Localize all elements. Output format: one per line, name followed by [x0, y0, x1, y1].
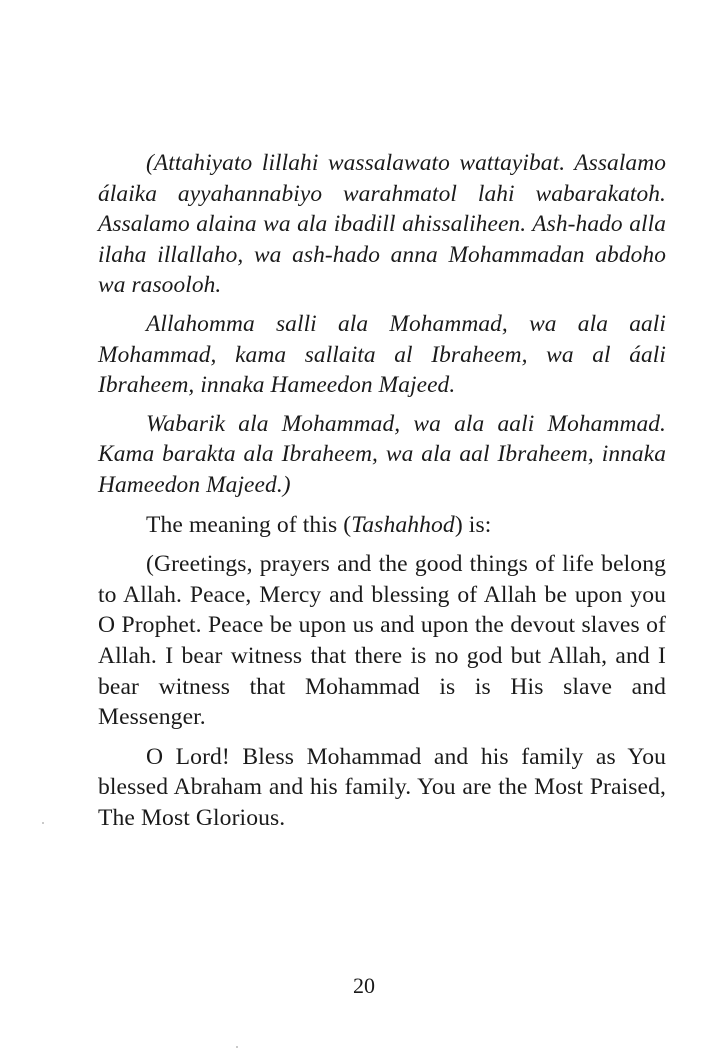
paragraph-meaning-intro: [98, 510, 666, 541]
paragraph-meaning-2: O Lord! Bless Mohammad and his family as You blessed Abraham and his family. You are the Most Praised, The Most Glorious.: [98, 743, 666, 831]
scan-speck: [42, 822, 44, 824]
paragraph-tashahhud-arabic-3: Wabarik ala Mohammad, wa ala aali Mohammad. Kama barakta ala Ibraheem, wa ala aal Ibraheem, innaka Hameedon Majeed.): [98, 410, 666, 498]
paragraph-tashahhud-arabic-2: Allahomma salli ala Mohammad, wa ala aali Mohammad, kama sallaita al Ibraheem, wa al áali Ibraheem, innaka Hameedon Majeed.: [98, 310, 666, 399]
paragraph-meaning-1: (Greetings, prayers and the good things of life belong to Allah. Peace, Mercy and blessing of Allah be upon you O Prophet. Peace be upon us and upon the devout slaves of Allah. I bear witness that there is no god but Allah, and I bear witness that Mohammad is is His slave and Messenger.: [98, 551, 666, 731]
meaning-intro-prefix: The meaning of this (: [146, 511, 352, 538]
meaning-intro-suffix: ) is:: [454, 511, 492, 538]
paragraph-tashahhud-arabic-1: (Attahiyato lillahi wassalawato wattayibat. Assalamo álaika ayyahannabiyo warahmatol lahi wabarakatoh. Assalamo alaina wa ala ibadill ahissaliheen. Ash-hado alla ilaha illallaho, wa ash-hado anna Mohammadan abdoho wa rasooloh.: [98, 150, 666, 299]
meaning-intro-term: Tashahhod: [351, 511, 455, 538]
page-body: [98, 148, 666, 833]
scan-speck: [236, 1046, 238, 1048]
page-number: 20: [353, 973, 375, 998]
